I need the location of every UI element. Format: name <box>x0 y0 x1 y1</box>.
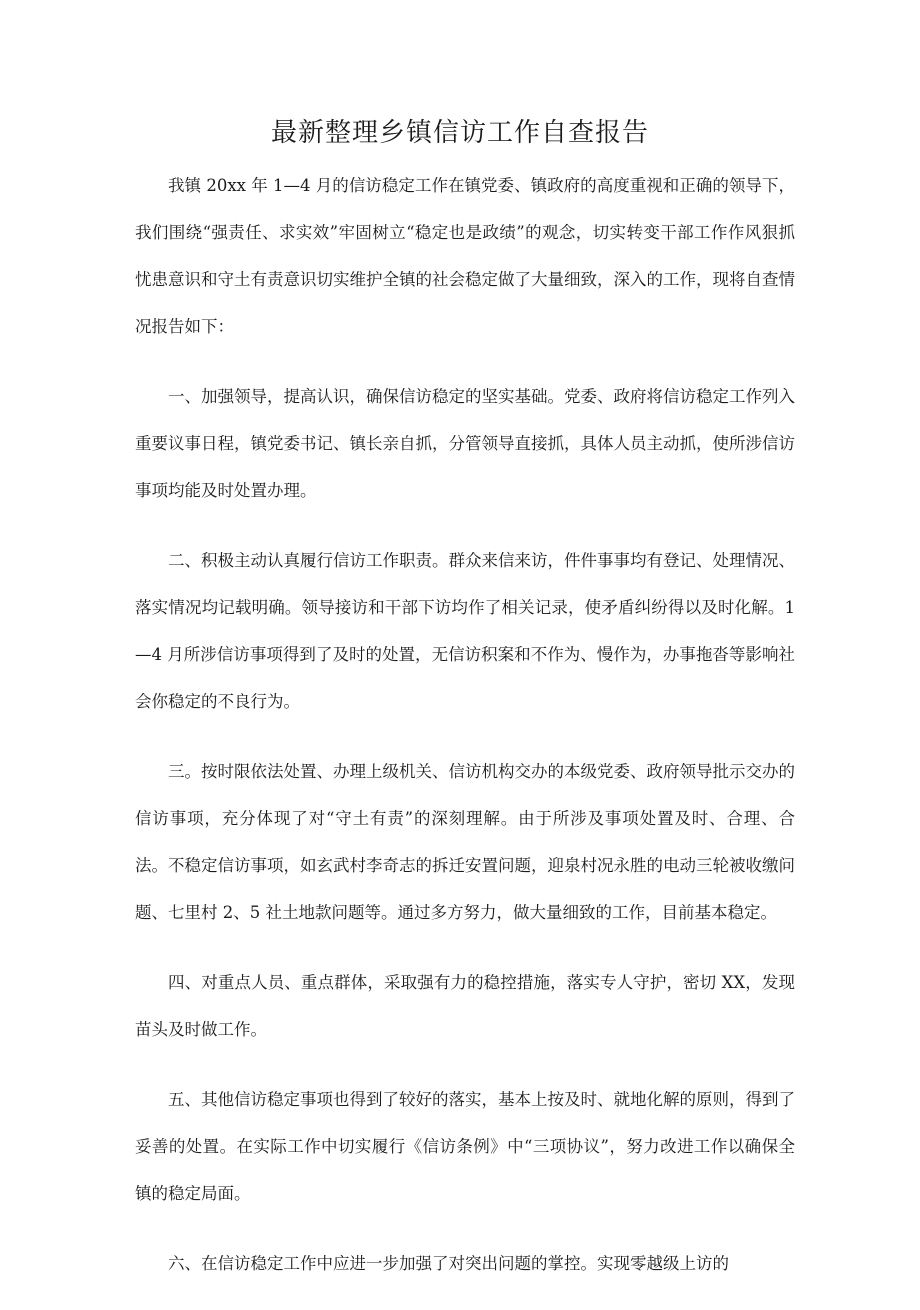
paragraph-section-1: 一、加强领导，提高认识，确保信访稳定的坚实基础。党委、政府将信访稳定工作列入重要议事日程，镇党委书记、镇长亲自抓，分管领导直接抓，具体人员主动抓，使所涉信访事项均能及时处置办理。 <box>135 387 795 500</box>
paragraph-section-4: 四、对重点人员、重点群体，采取强有力的稳控措施，落实专人守护，密切 XX，发现苗头及时做工作。 <box>135 973 795 1039</box>
document-title: 最新整理乡镇信访工作自查报告 <box>270 118 649 148</box>
paragraph-section-5: 五、其他信访稳定事项也得到了较好的落实，基本上按及时、就地化解的原则，得到了妥善的处置。在实际工作中切实履行《信访条例》中“三项协议”，努力改进工作以确保全镇的稳定局面。 <box>135 1090 795 1203</box>
paragraph-section-3: 三。按时限依法处置、办理上级机关、信访机构交办的本级党委、政府领导批示交办的信访事项，充分体现了对“守土有责”的深刻理解。由于所涉及事项处置及时、合理、合法。不稳定信访事项，如玄武村李奇志的拆迁安置问题，迎泉村况永胜的电动三轮被收缴问题、七里村 2、5 社土地款问题等。通过多方努力，做大量细致的工作，目前基本稳定。 <box>135 762 795 922</box>
paragraph-section-6: 六、在信访稳定工作中应进一步加强了对突出问题的掌控。实现零越级上访的 <box>168 1254 729 1273</box>
paragraph-section-2: 二、积极主动认真履行信访工作职责。群众来信来访，件件事事均有登记、处理情况、落实情况均记载明确。领导接访和干部下访均作了相关记录，使矛盾纠纷得以及时化解。1—4 月所涉信访事项得到了及时的处置，无信访积案和不作为、慢作为，办事拖沓等影响社会你稳定的不良行为。 <box>135 551 795 711</box>
paragraph-intro: 我镇 20xx 年 1—4 月的信访稳定工作在镇党委、镇政府的高度重视和正确的领导下，我们围绕“强责任、求实效”牢固树立“稳定也是政绩”的观念，切实转变干部工作作风狠抓忧患意识和守土有责意识切实维护全镇的社会稳定做了大量细致，深入的工作，现将自查情况报告如下： <box>135 176 795 336</box>
document-body <box>135 162 795 1310</box>
